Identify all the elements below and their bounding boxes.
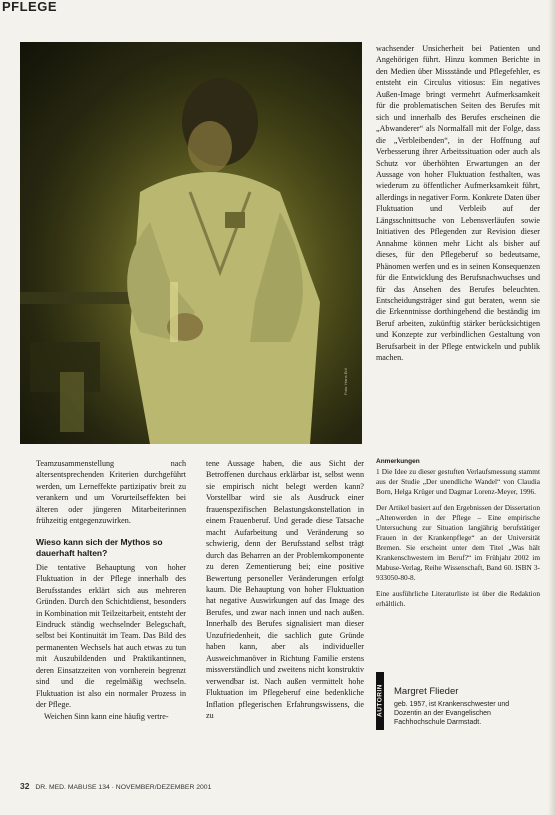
footnote: Eine ausführliche Literaturliste ist über die Redaktion erhältlich. <box>376 589 540 608</box>
footnote: Der Artikel basiert auf den Ergebnissen der Dissertation „Altenwerden in der Pflege – Eine empirische Untersuchung zur Situation langjährig berufstätiger Frauen in der Krankenpflege“ an der Universität Bremen. Sie erscheint unter dem Titel „Was hält Krankenschwestern im Beruf?“ im Frühjahr 2002 im Mabuse-Verlag, Reihe Wissenschaft, Band 60. ISBN 3-933050-80-8. <box>376 503 540 582</box>
article-paragraph: Die tentative Behauptung von hoher Fluktuation in der Pflege innerhalb des Berufsstandes erklärt sich aus mehreren Gründen. Durch den Schichtdienst, besonders in Kombination mit Teilzeitarbeit, entsteht der Eindruck ständig wechselnder Belegschaft, selbst bei Kontinuität im Team. Das Bild des permanenten Wechsels hat auch etwas zu tun mit Auszubildenden und Praktikantinnen, deren Einsatzzeiten von vornherein begrenzt sind und die regelmäßig wechseln. Fluktuation ist also ein normaler Prozess in der Pflege. <box>36 562 186 710</box>
section-header: PFLEGE <box>2 0 58 14</box>
article-column-1 <box>36 458 186 722</box>
notes-heading: Anmerkungen <box>376 458 420 465</box>
publication-line: DR. MED. MABUSE 134 · NOVEMBER/DEZEMBER 2001 <box>35 784 212 791</box>
article-paragraph: Teamzusammenstellung nach altersentsprechenden Kriterien durchgeführt werden, um Lerneffekte partizipativ breit zu verankern und um Vorurteilseffekten bei älteren oder jüngeren Mitarbeiterinnen frühzeitig entgegenzuwirken. <box>36 459 186 526</box>
article-paragraph: wachsender Unsicherheit bei Patienten und Angehörigen führt. Hinzu kommen Berichte in den Medien über Missstände und Pflegefehler, es entsteht ein Circulus vitiosus: Ein negatives Außen-Image bringt vermehrt Aufmerksamkeit für die problematischen Seiten des Berufes mit sich und innerhalb des Berufes erscheinen die „Abwanderer“ als Normalfall mit der Folge, dass die „Verbleibenden“, in der Hoffnung auf Verbesserung ihrer Arbeitssituation oder auch als Schutz vor überhöhten Erwartungen an der Aussage von hoher Fluktuation festhalten, was wiederum zu öffentlicher Aufmerksamkeit führt, allerdings in negativer Form. Konkrete Daten über Fluktuation und Verbleib auf der Längsschnittsuche von Lebensverläufen sowie Initiativen des Pflegenden zur Revision dieser Annahme können mehr Licht als bisher auf dieses, für den Pflegeberuf so bedeutsame, Phänomen werfen und es in seinen Konsequenzen für die Entwicklung des Berufsnachwuchses und für das Ansehen des Berufes beleuchten. Entscheidungsträger sind gut beraten, wenn sie die Erkenntnisse dorthingehend die beständig im Beruf arbeiten, zukünftig stärker berücksichtigen und Konzepte zur verbindlichen Gestaltung von Berufsarbeit in der Pflege entwickeln und publik machen. <box>376 44 540 363</box>
article-paragraph: Weichen Sinn kann eine häufig vertre- <box>44 711 169 721</box>
notes-column <box>376 458 540 615</box>
author-box <box>376 672 540 744</box>
nurse-photo-icon <box>20 42 362 444</box>
footnote: 1 Die Idee zu dieser gestuften Verlaufsmessung stammt aus der Studie „Der unendliche Wandel“ von Claudia Born, Helga Krüger und Dagmar Lorenz-Meyer, 1996. <box>376 467 540 496</box>
author-label: AUTORIN <box>376 672 384 730</box>
article-paragraph: tene Aussage haben, die aus Sicht der Betroffenen durchaus erklärbar ist, selbst wenn sie empirisch nicht belegt werden kann? Vorstellbar wird sie als Ausdruck einer frauenspezifischen Belastungskonstellation in einem Frauenberuf. Und gerade diese Tatsache macht Aufarbeitung und Veränderung so schwierig, denn der Berufsstand selbst trägt durch das Beharren an der Problemkomponente zu deren Zementierung bei; eine positive Bewertung personeller Veränderungen erfolgt kaum. Die Behauptung von hoher Fluktuation hat negative Auswirkungen auf das Image des Berufes, und zwar nach innen und nach außen. Innerhalb des Berufes signalisiert man dieser Unzufriedenheit, die sachlich gute Gründe haben kann, aber als individueller Ausweichmanöver in Richtung Familie erstens missverständlich und zweitens nicht konstruktiv verwendbar ist. Nach außen vermittelt hohe Fluktuation im Pflegeberuf eine bedenkliche Inflation pflegerischen Erfahrungswissens, die zu <box>206 459 364 720</box>
author-bio: geb. 1957, ist Krankenschwester und Dozentin an der Evangelischen Fachhochschule Darmstadt. <box>394 701 510 727</box>
page-number: 32 <box>20 781 30 791</box>
author-name: Margret Flieder <box>394 686 459 697</box>
photo-credit: Foto: Hans Ertl <box>343 368 348 395</box>
article-column-right-top <box>376 43 540 364</box>
article-photo <box>20 42 362 444</box>
section-subheading: Wieso kann sich der Mythos so dauerhaft halten? <box>36 536 163 558</box>
page-edge-shadow <box>548 0 555 815</box>
page-footer <box>20 781 440 791</box>
article-column-2 <box>206 458 364 721</box>
